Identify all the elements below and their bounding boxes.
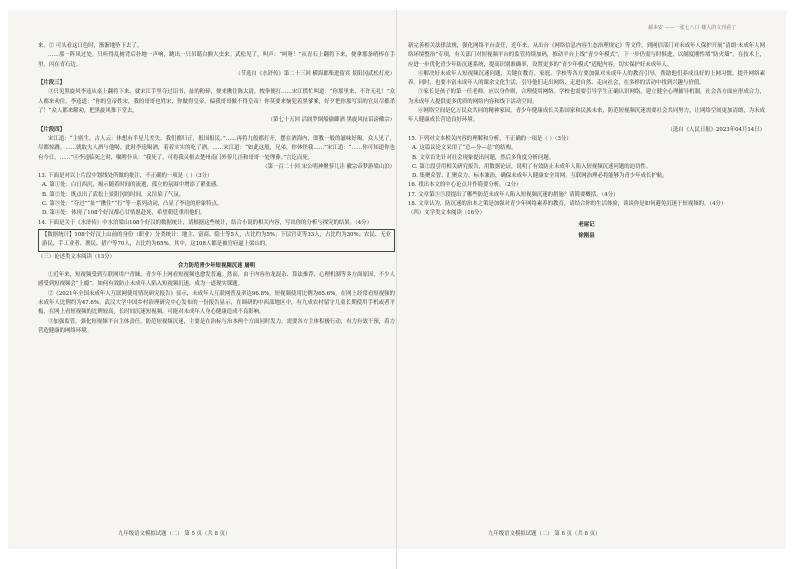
option-a: A. 第①处：白日西沉，揭示随着时间的流逝，孤立的氛围中增添了紧张感。	[42, 182, 222, 189]
exam-sheet	[8, 10, 786, 549]
paragraph: ③加强监管，强化短视频平台主体责任。防范短视频沉迷，主要是在治标与治本两个方面同时发力，需要各方主体积极行动，有力有效干预，着力营造健康的网络环境。	[38, 318, 395, 334]
data-stat-box	[38, 229, 395, 252]
option-c: C. 第③处：“夺过”“扯”“揪住”“打”等一系列动词，凸显了李逵的形象特点。	[42, 201, 223, 208]
section-heading: （三）论述类文本阅读（13分）	[38, 253, 115, 260]
source-note: （第七十五回 活阎罗倒船偷御酒 黑旋风扯诏谤徽宗）	[267, 117, 395, 124]
source-note: （节选自《水浒传》第二十三回 横海郡柴进留宾 景阳冈武松打虎）	[235, 70, 395, 77]
option-b: B. 文章首先针对社会现象提出问题，然后多角度分析问题。	[412, 154, 555, 161]
right-page-column	[408, 42, 765, 241]
section-heading: 【片段三】	[38, 80, 65, 87]
question-16: 16. 找出本文的中心论点并作简要分析。（2分）	[408, 182, 522, 189]
data-stat-text: 【数据统计】108个好汉上山前的身份（职业）分类统计：地主、富商、隐士等5人，占比约为5%；下层官吏等33人，占比约为30%；农民、无业游民、手工业者、渔民、猎户等70人，占比约为65%。其中，这108人都是被官府逼上梁山的。	[42, 231, 391, 248]
section-heading: 【片段四】	[38, 126, 65, 133]
section-heading: （四）文学类文本阅读（16分）	[408, 210, 485, 217]
paragraph: 宋江道：“主则生，古人云：休想有半星儿差失。我们都归正，报国报民。”……再将九般都打开，摆在酒海内，即教一般的滋味好喝。众人见了，尽都惊跳。……就取夫人酒与他喝。此时李逵喝酒，着着实实的吃了酒。……宋江道：“如此这般，兄弟，你休怪我……”宋江道：“……你可知道你也有今日。……”④李逵临死之时，嘱咐仆从：“我死了，可将我灵柩去楚州南门外蓼儿洼和哥哥一处埋葬。”言讫而死。	[38, 135, 395, 161]
question-15: 15. 下列对文本相关内容的理解和分析，不正确的一项是（ ）（3分）	[408, 135, 572, 142]
source-note: （选自《人民日报》2023年04月14日）	[667, 126, 765, 133]
paragraph: ②《2021年全国未成年人互联网使用情况研究报告》显示，未成年人互联网普及率达96.8%，短视频使用比例为65.6%。在网上经常看短视频的未成年人比例约为47.6%。武汉大学中国乡村治理研究中心发布的一份报告显示，在调研的中西部地区中，有九成农村留守儿童长期使用手机或者平板，在网上看短视频的比例较高。长时间沉迷短视频，可能对未成年人身心健康造成不良影响。	[38, 290, 395, 316]
story-author: 徐刚县	[578, 232, 595, 239]
question-18: 18. 文章认为，防沉迷的治本之策是加强对青少年网络素养的教育，请结合你的生活体验，谈谈你是如何避免沉迷于短视频的。（4分）	[408, 201, 727, 208]
paragraph: ①近年来，短视频受到互联网用户青睐，青少年上网看短视频也愈发普遍。然而，由于内容鱼龙混杂、算法推荐、心理机制等多方面原因，不少人感受到短视频会“上瘾”。如何有效防止未成年人陷入短视频沉迷，成为一道现实课题。	[38, 272, 395, 288]
paragraph: ⑤家长是孩子的第一任老师，应以身作则，合理使用网络。学校也需要引导学生正确认识网络，建立健全心理辅导机制，社会各方面应形成合力，为未成年人提供更多优质的网络内容和线下活动空间。	[408, 89, 765, 105]
page-footer-right: 九年级语文模拟试题（二） 第 6 页（共 8 页）	[488, 531, 601, 537]
paragraph: ③只见黑旋风李逵从桌上翻将下来，就宋江手里夺过诏书，扯的粉碎，便来揪住陈太尉，拽拳便打……宋江慌忙叫道：“你那里来，不许无礼！”众人都来劝住。李逵道：“你的皇帝姓宋，我的哥哥也姓宋，你做得皇帝，偏我哥哥做不得皇帝！你莫要来恼犯着黑爹爹，好歹把你那写诏的官员尽都杀了！”众人都来解劝，把黑旋风推下堂去。	[38, 89, 395, 115]
option-c: C. 第②段引用相关研究报告，用数据论证，说明了有效防止未成年人陷入短视频沉迷问题的迫切性。	[412, 163, 652, 170]
article-title: 合力防范青少年短视频沉迷 屠明	[177, 262, 256, 269]
paragraph: ⑥网络空间是亿万民众共同的精神家园。青少年健康成长关系国家和民族未来，防范短视频沉迷需要社会共同努力，让网络空间更加清朗，为未成年人健康成长营造良好环境。	[408, 108, 765, 124]
option-b: B. 第②处：既点出了武松上景阳冈的时间，又渲染了气氛。	[42, 191, 185, 198]
story-title: 老屋记	[578, 221, 595, 228]
page-footer-left: 九年级语文模拟试题（二） 第 5 页（共 8 页）	[118, 531, 231, 537]
question-14: 14. 下面是关于《水浒传》中水泊梁山108个好汉的数据统计，请根据这些统计，结合小说的相关内容，写出你的分析与探究的结果。（4分）	[38, 219, 372, 226]
paragraph: ④解决好未成年人短视频沉迷问题，关键在教育。家庭、学校等各方要加强对未成年人的教育引导，帮助他们养成良好的上网习惯，提升网络素养。同时，也要丰富未成年人的课余文化生活，引导他们走出网络、走进自然、走向社会，在多样的活动中找到兴趣与价值。	[408, 70, 765, 87]
question-17: 17. 文章第③⑤段提出了哪些防范未成年人陷入短视频沉迷的措施？请简要概括。（4分）	[408, 191, 619, 198]
option-d: D. 集聚众智、汇聚众力，标本兼治，确保未成年人健康安全用网，互联网治理必将能够为青少年成长护航。	[412, 173, 668, 180]
option-d: D. 第④处：体现了108个好汉都心甘情愿赴死，希望朝廷重用他们。	[42, 210, 206, 217]
page-fold	[396, 10, 397, 569]
option-a: A. 这篇议论文采用了“总—分—总”的结构。	[412, 145, 517, 152]
paragraph: 来。② 可头看这日色时，渐渐地坠下去了。	[38, 43, 143, 49]
margin-scribble: 郝本安 ——一张七八口 楼人的文刊看了	[648, 25, 737, 31]
left-page-column	[38, 42, 395, 336]
paragraph: 新完善相关法律法规，强化网络平台责任，近年来，从出台《网络信息内容生态治理规定》等文件，到网信部门对未成年人保护开展“清朗·未成年人网络环境整治”专项，有关部门对短视频平台的监管持续加码，推动平台上线“青少年模式”，下一步仍需与时俱进，以制度刚性堵“防火墙”，在技术上，应进一步优化青少年防沉迷系统，提高识别准确率，设置更多的“青少年模式”适配内容，切实保护好未成年人。	[408, 43, 765, 68]
source-note: （第一百二十回 宋公明神聚蓼儿洼 徽宗帝梦游梁山泊）	[262, 163, 395, 170]
paragraph: ……那一阵风过处，只听得乱树背后扑地一声响，跳出一只吊睛白额大虫来。武松见了，叫声：“呵呀！”从青石上翻将下来，便拿那条哨棒在手里，闪在青石边。	[38, 52, 395, 68]
question-13: 13. 下面是对以上片段中划线处所做的批注，不正确的一项是（ ）（3分）	[38, 173, 213, 180]
